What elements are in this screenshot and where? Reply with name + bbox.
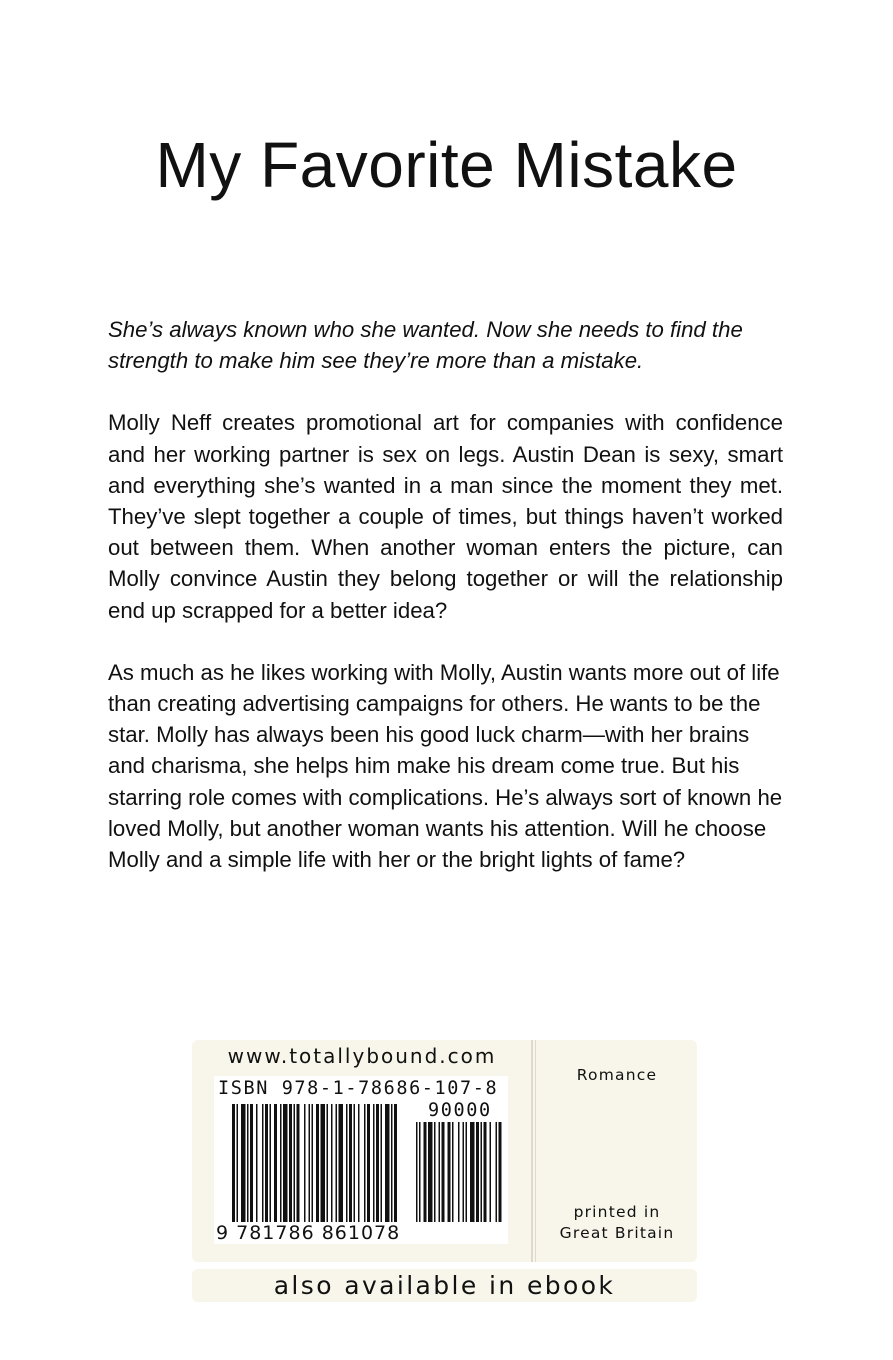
barcode-bar: [247, 1104, 249, 1222]
addon-bar: [466, 1122, 468, 1222]
barcode-bar: [241, 1104, 246, 1222]
addon-bar: [439, 1122, 441, 1222]
book-blurb: [108, 314, 783, 906]
barcode-bar: [274, 1104, 277, 1222]
barcode-bar: [283, 1104, 288, 1222]
addon-bar: [442, 1122, 445, 1222]
barcode-bar: [316, 1104, 319, 1222]
printed-line-1: printed in: [573, 1203, 661, 1221]
barcode-bar: [250, 1104, 253, 1222]
addon-bar: [481, 1122, 483, 1222]
addon-bar: [476, 1122, 479, 1222]
barcode-bar: [237, 1104, 239, 1222]
addon-bar: [416, 1122, 418, 1222]
isbn-text: ISBN 978-1-78686-107-8: [218, 1078, 499, 1099]
barcode-bar: [339, 1104, 344, 1222]
blurb-paragraph-1: Molly Neff creates promotional art for companies with confidence and her working partner is sex on legs. Austin Dean is sexy, smart and everything she’s wanted in a man since the moment they met. They’ve slept together a couple of times, but things haven’t worked out between them. When another woman enters the picture, can Molly convince Austin they belong together or will the relationship end up scrapped for a better idea?: [108, 410, 783, 623]
book-title: My Favorite Mistake: [155, 129, 738, 201]
barcode-bar: [381, 1104, 383, 1222]
barcode-digits: 9 781786 861078: [216, 1222, 401, 1244]
addon-bar: [499, 1122, 502, 1222]
genre-label: Romance: [576, 1066, 658, 1084]
panel-divider: [531, 1040, 533, 1262]
barcode-bar: [349, 1104, 352, 1222]
barcode-bar: [327, 1104, 329, 1222]
barcode-panel: [192, 1040, 697, 1262]
addon-bar: [434, 1122, 436, 1222]
barcode-bar: [297, 1104, 300, 1222]
addon-bar: [428, 1122, 433, 1222]
barcode-bar: [346, 1104, 348, 1222]
addon-bar: [484, 1122, 487, 1222]
addon-bar: [470, 1122, 475, 1222]
barcode-bar: [256, 1104, 258, 1222]
barcode-bar: [312, 1104, 314, 1222]
blurb-paragraph-2: As much as he likes working with Molly, Austin wants more out of life than creating advertising campaigns for others. He wants to be the star. Molly has always been his good luck charm—with her brains and charisma, she helps him make his dream come true. But his starring role comes with complications. He’s always sort of known he loved Molly, but another woman wants his attention. Will he choose Molly and a simple life with her or the bright lights of fame?: [108, 659, 783, 873]
barcode-bar: [367, 1104, 370, 1222]
barcode-bar: [394, 1104, 397, 1222]
barcode-bar: [289, 1104, 292, 1222]
addon-bar: [424, 1122, 427, 1222]
addon-bar: [452, 1122, 454, 1222]
barcode-bar: [265, 1104, 268, 1222]
panel-divider-inner: [535, 1040, 536, 1262]
addon-bar: [463, 1122, 465, 1222]
barcode-box: [214, 1076, 508, 1244]
barcode-bar: [331, 1104, 333, 1222]
barcode-bar: [321, 1104, 326, 1222]
barcode-bar: [336, 1104, 338, 1222]
barcode-bar: [385, 1104, 390, 1222]
barcode-bar: [358, 1104, 360, 1222]
addon-bar: [419, 1122, 421, 1222]
addon-bar: [448, 1122, 451, 1222]
barcode-bar: [304, 1104, 306, 1222]
barcode-bar: [373, 1104, 375, 1222]
ebook-banner: also available in ebook: [192, 1269, 697, 1302]
barcode-bar: [364, 1104, 366, 1222]
barcode-bar: [270, 1104, 272, 1222]
addon-number: 90000: [428, 1100, 492, 1121]
barcode-bar: [294, 1104, 296, 1222]
addon-bar: [458, 1122, 460, 1222]
barcode-bar: [391, 1104, 393, 1222]
barcode-bar: [354, 1104, 356, 1222]
barcode-bar: [280, 1104, 282, 1222]
barcode-bar: [309, 1104, 311, 1222]
tagline: She’s always known who she wanted. Now she needs to find the strength to make him see they’re more than a mistake.: [108, 317, 743, 374]
barcode-bar: [376, 1104, 379, 1222]
addon-bar: [490, 1122, 492, 1222]
barcode-bar: [262, 1104, 264, 1222]
publisher-url: www.totallybound.com: [227, 1044, 497, 1068]
barcode-bar: [232, 1104, 235, 1222]
addon-bar: [496, 1122, 498, 1222]
printed-in-label: [537, 1202, 697, 1244]
printed-line-2: Great Britain: [559, 1224, 675, 1242]
